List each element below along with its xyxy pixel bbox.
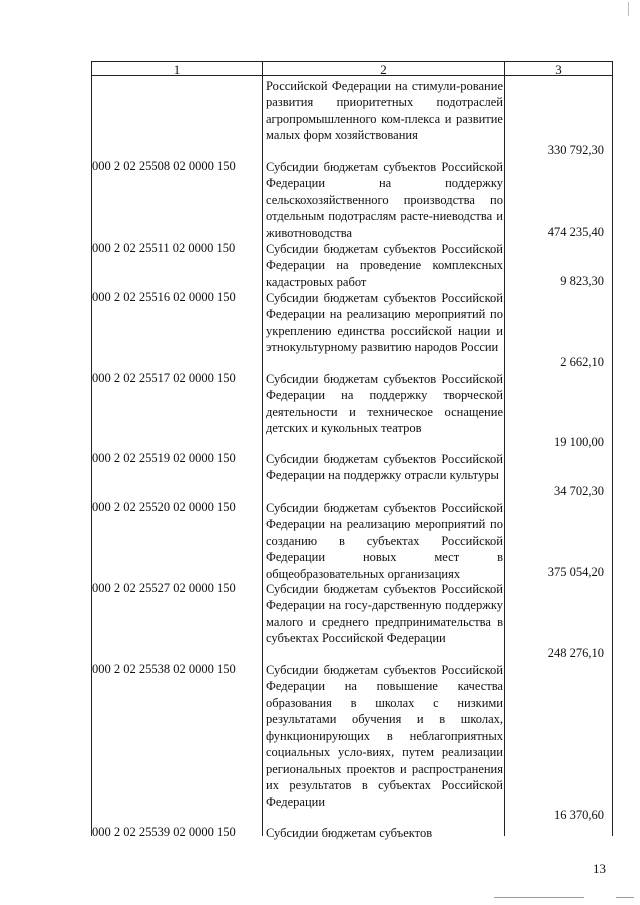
column-header-1: 1: [173, 62, 181, 77]
page-number: 13: [593, 861, 606, 876]
row-amount: 375 054,20: [547, 565, 604, 579]
row-code: 000 2 02 25520 02 0000 150: [92, 500, 236, 514]
table-left-border: [91, 61, 92, 836]
row-code: 000 2 02 25516 02 0000 150: [92, 290, 236, 304]
row-code: 000 2 02 25517 02 0000 150: [92, 371, 236, 385]
column-header-3: 3: [555, 62, 562, 77]
column-header-2: 2: [380, 62, 387, 77]
row-description: Субсидии бюджетам субъектов Российской Федерации на поддержку творческой деятельности и техническое оснащение детских и кукольных театров: [266, 372, 503, 436]
row-amount: 2 662,10: [560, 355, 604, 369]
row-description: Субсидии бюджетам субъектов Российской Федерации на реализацию мероприятий по укреплению единства российской нации и этнокультурному развитию народов России: [266, 291, 503, 355]
row-amount: 34 702,30: [554, 484, 604, 498]
row-amount: 474 235,40: [547, 225, 604, 239]
row-code: 000 2 02 25519 02 0000 150: [92, 451, 236, 465]
row-description: Субсидии бюджетам субъектов Российской Федерации на проведение комплексных кадастровых работ: [266, 242, 503, 289]
row-code: 000 2 02 25539 02 0000 150: [92, 825, 236, 839]
scan-mark: [616, 897, 634, 898]
column-divider-1: [262, 61, 263, 836]
continued-description: Российской Федерации на стимули-рование развития приоритетных подотраслей агропромышленного ком-плекса и развитие малых форм хозяйствования: [266, 79, 503, 143]
table-right-border: [612, 61, 613, 836]
scan-mark: [494, 897, 584, 898]
row-description: Субсидии бюджетам субъектов Российской Федерации на госу-дарственную поддержку малого и среднего предпринимательства в субъектах Российской Федерации: [266, 582, 503, 646]
row-amount: 16 370,60: [554, 808, 604, 822]
row-description: Субсидии бюджетам субъектов Российской Федерации на поддержку отрасли культуры: [266, 452, 503, 483]
row-amount: 248 276,10: [547, 646, 604, 660]
row-amount: 330 792,30: [547, 143, 604, 157]
row-amount: 19 100,00: [554, 435, 604, 449]
table-top-border: [91, 61, 613, 62]
row-code: 000 2 02 25511 02 0000 150: [92, 241, 236, 255]
row-amount: 9 823,30: [560, 274, 604, 288]
row-description: Субсидии бюджетам субъектов Российской Федерации на реализацию мероприятий по созданию в субъектах Российской Федерации новых мест в общеобразовательных организациях: [266, 501, 503, 581]
row-code: 000 2 02 25527 02 0000 150: [92, 581, 236, 595]
row-code: 000 2 02 25508 02 0000 150: [92, 159, 236, 173]
row-code: 000 2 02 25538 02 0000 150: [92, 662, 236, 676]
row-description: Субсидии бюджетам субъектов: [266, 826, 433, 840]
row-description: Субсидии бюджетам субъектов Российской Федерации на поддержку сельскохозяйственного производства по отдельным подотраслям расте-ниеводства и животноводства: [266, 160, 503, 240]
row-description: Субсидии бюджетам субъектов Российской Федерации на повышение качества образования в школах с низкими результатами обучения и в школах, функционирующих в неблагоприятных социальных усло-виях, путем реализации региональных проектов и распространения их результатов в субъектах Российской Федерации: [266, 663, 503, 809]
